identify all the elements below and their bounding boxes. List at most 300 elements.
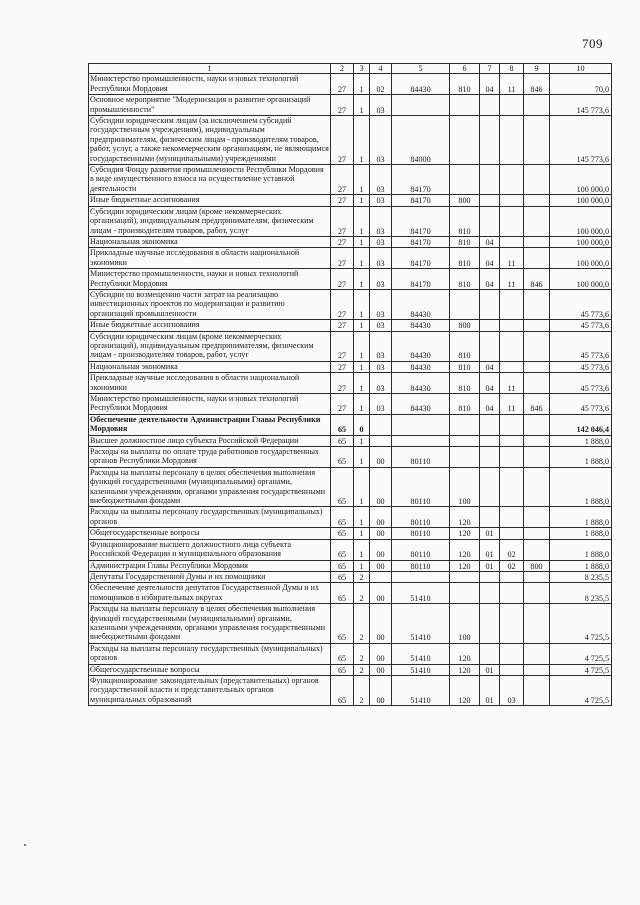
row-code-cell: 00 (370, 583, 392, 604)
row-amount-cell: 1 888,0 (550, 560, 612, 571)
row-code-cell: 2 (354, 675, 370, 705)
table-row (89, 331, 612, 361)
row-code-cell: 27 (331, 394, 354, 415)
row-code-cell: 00 (370, 467, 392, 507)
row-code-cell (370, 435, 392, 446)
row-code-cell (500, 467, 524, 507)
table-row (89, 583, 612, 604)
row-code-cell: 84170 (392, 165, 450, 195)
row-code-cell: 810 (450, 331, 480, 361)
table-row (89, 206, 612, 236)
row-code-cell (500, 583, 524, 604)
row-code-cell (500, 320, 524, 331)
row-code-cell: 1 (354, 394, 370, 415)
column-header: 5 (392, 64, 450, 74)
row-amount-cell: 45 773,6 (550, 361, 612, 372)
row-name-cell: Обеспечение деятельности Администрации Главы Республики Мордовия (89, 414, 331, 435)
row-code-cell: 65 (331, 643, 354, 664)
row-code-cell: 04 (480, 394, 500, 415)
row-name-cell: Обеспечение деятельности депутатов Государственной Думы и их помощников в избирательных округах (89, 583, 331, 604)
row-code-cell: 65 (331, 447, 354, 468)
row-code-cell (480, 95, 500, 116)
row-name-cell: Основное мероприятие "Модернизация и развитие организаций промышленности" (89, 95, 331, 116)
row-code-cell: 65 (331, 528, 354, 539)
row-name-cell: Министерство промышленности, науки и новых технологий Республики Мордовия (89, 269, 331, 290)
row-amount-cell: 45 773,6 (550, 373, 612, 394)
column-header: 10 (550, 64, 612, 74)
row-code-cell (524, 331, 550, 361)
row-code-cell: 03 (370, 95, 392, 116)
row-code-cell: 1 (354, 165, 370, 195)
row-code-cell (524, 435, 550, 446)
row-code-cell: 65 (331, 507, 354, 528)
row-code-cell (480, 331, 500, 361)
table-row (89, 467, 612, 507)
row-amount-cell: 145 773,6 (550, 116, 612, 165)
row-code-cell (500, 643, 524, 664)
row-name-cell: Расходы на выплаты персоналу в целях обеспечения выполнения функций государственными (муниципальными) органами, казенными учреждениями, органами управления государственными внебюджетными фондами (89, 467, 331, 507)
column-header: 1 (89, 64, 331, 74)
table-row (89, 604, 612, 644)
row-code-cell: 03 (370, 373, 392, 394)
row-code-cell: 27 (331, 373, 354, 394)
row-code-cell (450, 116, 480, 165)
row-code-cell: 27 (331, 74, 354, 95)
row-code-cell (500, 206, 524, 236)
table-row (89, 373, 612, 394)
row-amount-cell: 1 888,0 (550, 447, 612, 468)
row-amount-cell: 100 000,0 (550, 269, 612, 290)
row-code-cell: 04 (480, 236, 500, 247)
row-amount-cell: 45 773,6 (550, 289, 612, 319)
row-code-cell (500, 116, 524, 165)
row-code-cell (392, 571, 450, 582)
row-code-cell (450, 583, 480, 604)
row-code-cell (500, 331, 524, 361)
table-row (89, 664, 612, 675)
table-row (89, 95, 612, 116)
row-code-cell: 1 (354, 467, 370, 507)
row-code-cell: 02 (500, 560, 524, 571)
row-code-cell: 27 (331, 361, 354, 372)
row-code-cell: 80110 (392, 539, 450, 560)
row-code-cell: 65 (331, 560, 354, 571)
row-code-cell (450, 165, 480, 195)
row-name-cell: Расходы на выплаты персоналу в целях обеспечения выполнения функций государственными (муниципальными) органами, казенными учреждениями, органами управления государственными внебюджетными фондами (89, 604, 331, 644)
row-code-cell: 65 (331, 675, 354, 705)
row-name-cell: Министерство промышленности, науки и новых технологий Республики Мордовия (89, 394, 331, 415)
row-code-cell: 65 (331, 664, 354, 675)
row-amount-cell: 4 725,5 (550, 664, 612, 675)
row-code-cell: 51410 (392, 664, 450, 675)
table-row (89, 74, 612, 95)
row-code-cell: 810 (450, 361, 480, 372)
row-code-cell (370, 571, 392, 582)
row-code-cell: 846 (524, 394, 550, 415)
row-code-cell: 03 (370, 206, 392, 236)
row-code-cell: 27 (331, 269, 354, 290)
row-code-cell: 1 (354, 507, 370, 528)
table-row (89, 571, 612, 582)
row-code-cell: 03 (370, 116, 392, 165)
row-code-cell: 03 (370, 165, 392, 195)
row-code-cell (524, 664, 550, 675)
row-code-cell: 1 (354, 560, 370, 571)
page-number: 709 (582, 36, 603, 51)
table-row (89, 320, 612, 331)
row-code-cell: 27 (331, 165, 354, 195)
table-row (89, 165, 612, 195)
row-code-cell (500, 195, 524, 206)
table-row (89, 236, 612, 247)
row-amount-cell: 100 000,0 (550, 195, 612, 206)
row-code-cell: 1 (354, 289, 370, 319)
row-amount-cell: 100 000,0 (550, 165, 612, 195)
row-code-cell: 00 (370, 643, 392, 664)
row-code-cell: 846 (524, 269, 550, 290)
row-code-cell (524, 507, 550, 528)
row-amount-cell: 1 888,0 (550, 467, 612, 507)
column-header: 2 (331, 64, 354, 74)
row-code-cell (450, 447, 480, 468)
row-code-cell (450, 571, 480, 582)
table-row (89, 248, 612, 269)
row-name-cell: Высшее должностное лицо субъекта Российской Федерации (89, 435, 331, 446)
row-code-cell: 03 (370, 195, 392, 206)
row-code-cell (524, 320, 550, 331)
row-code-cell (480, 165, 500, 195)
row-code-cell: 27 (331, 236, 354, 247)
row-amount-cell: 8 235,5 (550, 571, 612, 582)
row-code-cell (500, 95, 524, 116)
row-code-cell (480, 320, 500, 331)
row-code-cell (524, 373, 550, 394)
row-code-cell: 27 (331, 206, 354, 236)
budget-table (88, 63, 612, 706)
row-code-cell (500, 361, 524, 372)
row-code-cell (524, 236, 550, 247)
row-code-cell: 27 (331, 289, 354, 319)
row-code-cell: 27 (331, 95, 354, 116)
row-name-cell: Национальная экономика (89, 361, 331, 372)
row-code-cell: 120 (450, 675, 480, 705)
row-code-cell: 03 (370, 248, 392, 269)
row-name-cell: Прикладные научные исследования в области национальной экономики (89, 248, 331, 269)
row-code-cell (480, 289, 500, 319)
row-code-cell (524, 95, 550, 116)
table-row (89, 528, 612, 539)
row-code-cell (370, 414, 392, 435)
row-code-cell: 1 (354, 195, 370, 206)
row-code-cell: 2 (354, 571, 370, 582)
row-code-cell: 03 (370, 289, 392, 319)
row-code-cell: 27 (331, 116, 354, 165)
row-code-cell (500, 528, 524, 539)
row-code-cell: 11 (500, 74, 524, 95)
column-header: 7 (480, 64, 500, 74)
row-name-cell: Национальная экономика (89, 236, 331, 247)
row-name-cell: Расходы на выплаты персоналу государственных (муниципальных) органов (89, 643, 331, 664)
row-code-cell (480, 435, 500, 446)
row-code-cell (450, 414, 480, 435)
row-name-cell: Субсидии юридическим лицам (кроме некоммерческих организаций), индивидуальным предпринимателям, физическим лицам - производителям товаров, работ, услуг (89, 331, 331, 361)
row-code-cell: 02 (370, 74, 392, 95)
row-code-cell: 120 (450, 560, 480, 571)
row-code-cell: 810 (450, 206, 480, 236)
row-code-cell: 03 (370, 320, 392, 331)
row-code-cell: 1 (354, 528, 370, 539)
row-code-cell: 846 (524, 74, 550, 95)
row-code-cell: 1 (354, 248, 370, 269)
table-row (89, 643, 612, 664)
row-name-cell: Расходы на выплаты персоналу государственных (муниципальных) органов (89, 507, 331, 528)
row-code-cell (524, 165, 550, 195)
row-code-cell: 84170 (392, 236, 450, 247)
row-code-cell: 03 (370, 269, 392, 290)
row-code-cell: 1 (354, 435, 370, 446)
column-header: 6 (450, 64, 480, 74)
row-amount-cell: 45 773,6 (550, 320, 612, 331)
row-code-cell: 80110 (392, 528, 450, 539)
row-name-cell: Прикладные научные исследования в области национальной экономики (89, 373, 331, 394)
row-amount-cell: 1 888,0 (550, 435, 612, 446)
row-code-cell: 810 (450, 248, 480, 269)
row-code-cell (500, 507, 524, 528)
table-row (89, 116, 612, 165)
row-code-cell: 1 (354, 331, 370, 361)
row-code-cell (450, 289, 480, 319)
row-code-cell (500, 435, 524, 446)
table-row (89, 539, 612, 560)
row-amount-cell: 70,0 (550, 74, 612, 95)
row-code-cell (500, 604, 524, 644)
row-amount-cell: 1 888,0 (550, 507, 612, 528)
row-code-cell: 04 (480, 373, 500, 394)
row-code-cell: 2 (354, 643, 370, 664)
row-code-cell: 100 (450, 467, 480, 507)
row-amount-cell: 1 888,0 (550, 528, 612, 539)
row-code-cell: 04 (480, 361, 500, 372)
row-code-cell: 810 (450, 236, 480, 247)
row-code-cell: 80110 (392, 507, 450, 528)
row-code-cell: 00 (370, 507, 392, 528)
row-code-cell (524, 289, 550, 319)
row-amount-cell: 45 773,6 (550, 331, 612, 361)
row-code-cell: 1 (354, 95, 370, 116)
row-code-cell: 03 (370, 361, 392, 372)
row-code-cell: 2 (354, 583, 370, 604)
row-code-cell: 1 (354, 320, 370, 331)
row-code-cell: 84430 (392, 331, 450, 361)
row-code-cell (524, 571, 550, 582)
row-code-cell (524, 539, 550, 560)
table-row (89, 675, 612, 705)
row-name-cell: Администрация Главы Республики Мордовия (89, 560, 331, 571)
row-code-cell (480, 571, 500, 582)
row-name-cell: Субсидии юридическим лицам (кроме некоммерческих организаций), индивидуальным предпринимателям, физическим лицам - производителям товаров, работ, услуг (89, 206, 331, 236)
row-code-cell: 04 (480, 74, 500, 95)
row-code-cell (480, 604, 500, 644)
row-code-cell: 51410 (392, 604, 450, 644)
row-code-cell (524, 414, 550, 435)
row-code-cell (524, 206, 550, 236)
row-code-cell: 65 (331, 539, 354, 560)
row-code-cell: 27 (331, 195, 354, 206)
row-code-cell: 80110 (392, 447, 450, 468)
row-amount-cell: 4 725,5 (550, 604, 612, 644)
row-amount-cell: 4 725,5 (550, 643, 612, 664)
row-code-cell (480, 116, 500, 165)
row-name-cell: Иные бюджетные ассигнования (89, 195, 331, 206)
row-code-cell: 27 (331, 320, 354, 331)
column-header: 9 (524, 64, 550, 74)
row-code-cell: 84430 (392, 373, 450, 394)
table-row (89, 507, 612, 528)
row-code-cell: 1 (354, 373, 370, 394)
row-code-cell: 1 (354, 361, 370, 372)
row-code-cell: 11 (500, 269, 524, 290)
row-code-cell: 01 (480, 675, 500, 705)
row-code-cell: 80110 (392, 467, 450, 507)
row-code-cell: 11 (500, 248, 524, 269)
row-code-cell: 120 (450, 507, 480, 528)
row-name-cell: Расходы на выплаты по оплате труда работников государственных органов Республики Мордовия (89, 447, 331, 468)
row-code-cell: 65 (331, 604, 354, 644)
table-row (89, 447, 612, 468)
column-header: 8 (500, 64, 524, 74)
row-code-cell (524, 675, 550, 705)
row-code-cell: 51410 (392, 675, 450, 705)
row-code-cell: 120 (450, 664, 480, 675)
row-code-cell: 65 (331, 583, 354, 604)
row-code-cell: 11 (500, 373, 524, 394)
row-code-cell (480, 507, 500, 528)
row-code-cell: 00 (370, 528, 392, 539)
row-code-cell: 84430 (392, 320, 450, 331)
row-code-cell: 51410 (392, 643, 450, 664)
row-code-cell (500, 165, 524, 195)
table-body (89, 74, 612, 706)
row-code-cell: 51410 (392, 583, 450, 604)
row-code-cell: 03 (370, 331, 392, 361)
row-code-cell: 11 (500, 394, 524, 415)
row-code-cell: 84430 (392, 394, 450, 415)
row-code-cell (480, 643, 500, 664)
row-code-cell: 800 (524, 560, 550, 571)
row-code-cell: 27 (331, 331, 354, 361)
row-code-cell: 84430 (392, 361, 450, 372)
row-code-cell (450, 95, 480, 116)
row-code-cell: 800 (450, 195, 480, 206)
row-code-cell (524, 467, 550, 507)
row-name-cell: Общегосударственные вопросы (89, 528, 331, 539)
row-code-cell: 120 (450, 643, 480, 664)
row-code-cell (524, 116, 550, 165)
table-row (89, 394, 612, 415)
row-code-cell: 810 (450, 373, 480, 394)
row-code-cell: 1 (354, 206, 370, 236)
row-code-cell: 1 (354, 539, 370, 560)
table-row (89, 435, 612, 446)
row-code-cell (450, 435, 480, 446)
row-code-cell: 84170 (392, 195, 450, 206)
row-code-cell: 810 (450, 269, 480, 290)
row-code-cell (500, 236, 524, 247)
row-code-cell: 84170 (392, 269, 450, 290)
row-code-cell: 00 (370, 675, 392, 705)
row-name-cell: Общегосударственные вопросы (89, 664, 331, 675)
row-code-cell: 800 (450, 320, 480, 331)
row-code-cell: 65 (331, 414, 354, 435)
table-row (89, 195, 612, 206)
row-code-cell: 01 (480, 528, 500, 539)
row-code-cell: 04 (480, 269, 500, 290)
row-code-cell: 84430 (392, 74, 450, 95)
row-code-cell: 65 (331, 467, 354, 507)
row-amount-cell: 8 235,5 (550, 583, 612, 604)
row-code-cell: 00 (370, 604, 392, 644)
row-code-cell: 2 (354, 604, 370, 644)
row-code-cell: 01 (480, 560, 500, 571)
row-code-cell: 00 (370, 560, 392, 571)
row-name-cell: Субсидия Фонду развития промышленности Республики Мордовия в виде имущественного взноса на осуществление уставной деятельности (89, 165, 331, 195)
row-code-cell (500, 571, 524, 582)
row-code-cell (500, 664, 524, 675)
column-header: 3 (354, 64, 370, 74)
row-amount-cell: 4 725,5 (550, 675, 612, 705)
row-code-cell: 03 (500, 675, 524, 705)
row-code-cell (524, 361, 550, 372)
row-code-cell: 01 (480, 539, 500, 560)
row-code-cell: 27 (331, 248, 354, 269)
row-amount-cell: 100 000,0 (550, 248, 612, 269)
row-code-cell (500, 447, 524, 468)
row-code-cell: 2 (354, 664, 370, 675)
row-amount-cell: 45 773,6 (550, 394, 612, 415)
row-name-cell: Депутаты Государственной Думы и их помощники (89, 571, 331, 582)
row-code-cell: 1 (354, 74, 370, 95)
row-amount-cell: 142 046,4 (550, 414, 612, 435)
row-code-cell (480, 206, 500, 236)
row-code-cell (500, 289, 524, 319)
row-code-cell (480, 195, 500, 206)
row-code-cell: 02 (500, 539, 524, 560)
row-name-cell: Функционирование высшего должностного лица субъекта Российской Федерации и муниципального образования (89, 539, 331, 560)
row-name-cell: Субсидии юридическим лицам (за исключением субсидий государственным учреждениям), индивидуальным предпринимателям, физическим лицам - производителям товаров, работ, услуг, а также некоммерческим организациям, не являющимся государственными (муниципальными) учреждениями (90, 116, 329, 163)
row-code-cell: 1 (354, 116, 370, 165)
row-amount-cell: 1 888,0 (550, 539, 612, 560)
table-header-row (89, 64, 612, 74)
row-code-cell: 04 (480, 248, 500, 269)
row-code-cell: 810 (450, 74, 480, 95)
row-name-cell: Иные бюджетные ассигнования (89, 320, 331, 331)
row-code-cell (392, 95, 450, 116)
table-row (89, 414, 612, 435)
row-code-cell: 80110 (392, 560, 450, 571)
row-code-cell: 1 (354, 236, 370, 247)
row-code-cell: 03 (370, 236, 392, 247)
row-code-cell (524, 447, 550, 468)
row-code-cell: 0 (354, 414, 370, 435)
table-row (89, 361, 612, 372)
row-code-cell (524, 248, 550, 269)
row-code-cell (524, 195, 550, 206)
row-code-cell (524, 604, 550, 644)
row-name-cell: Функционирование законодательных (представительных) органов государственной власти и представительных органов муниципальных образований (89, 675, 331, 705)
row-code-cell: 84430 (392, 289, 450, 319)
row-code-cell: 65 (331, 435, 354, 446)
row-code-cell (480, 414, 500, 435)
